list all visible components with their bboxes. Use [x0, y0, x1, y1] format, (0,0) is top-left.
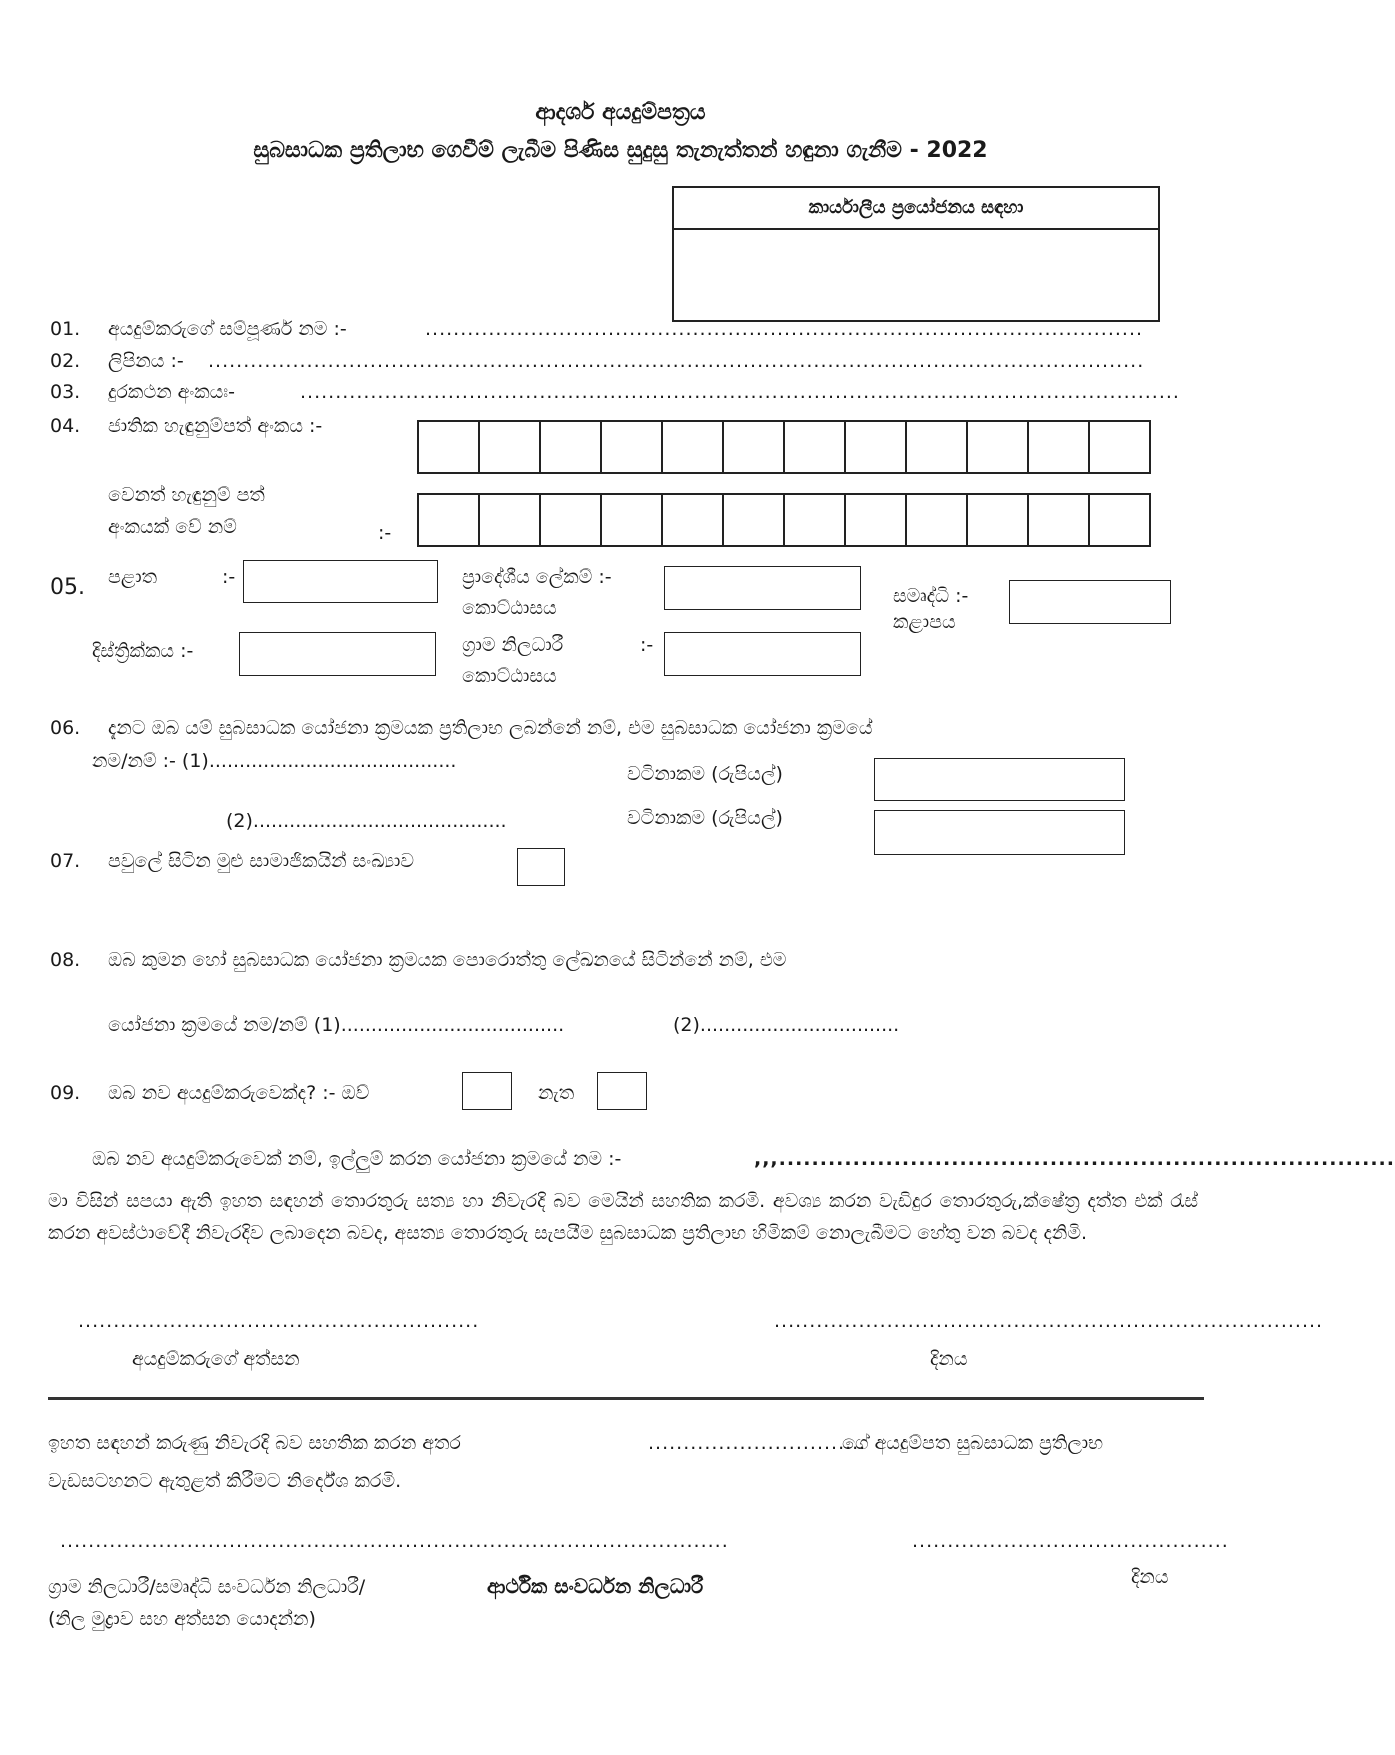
ds-division-label-1: ප්‍රාදේශීය ලේකම් :-	[462, 566, 612, 588]
nic-cell[interactable]	[602, 422, 663, 472]
cert-text-b: ගේ අයදුම්පත සුබසාධක ප්‍රතිලාභ	[842, 1432, 1104, 1454]
q09-followup-fill[interactable]: ,,,...........................................................................	[754, 1148, 1395, 1170]
other-id-cell[interactable]	[602, 495, 663, 545]
ds-division-field[interactable]	[664, 566, 861, 610]
q01-number: 01.	[50, 318, 81, 340]
other-id-cell[interactable]	[663, 495, 724, 545]
q07-label: පවුලේ සිටින මුළු සාමාජිකයින් සංඛ්‍යාව	[108, 850, 415, 872]
nic-cell[interactable]	[1090, 422, 1149, 472]
q06-value-field-1[interactable]	[874, 758, 1125, 801]
q06-value-label-2: වටිනාකම (රුපියල්)	[627, 807, 783, 829]
q09-yes-checkbox[interactable]	[462, 1072, 512, 1110]
form-subtitle: සුබසාධක ප්‍රතිලාභ ගෙවීම් ලැබීම පිණිස සුදුසු තැනැත්තන් හඳුනා ගැනීම - 2022	[253, 138, 988, 163]
applicant-signature-line[interactable]: .........................................................	[78, 1310, 480, 1332]
gn-division-label-2: කොට්ඨාසය	[462, 665, 557, 687]
q03-number: 03.	[50, 381, 81, 403]
q06-number: 06.	[50, 717, 81, 739]
q08-number: 08.	[50, 949, 81, 971]
other-id-cell[interactable]	[1090, 495, 1149, 545]
applicant-date-label: දිනය	[930, 1348, 968, 1370]
q05-number: 05.	[50, 575, 85, 600]
other-id-cell[interactable]	[846, 495, 907, 545]
officer-signature-line[interactable]: ...............................................................................................	[60, 1530, 729, 1552]
q07-number: 07.	[50, 850, 81, 872]
family-members-field[interactable]	[517, 848, 565, 886]
other-id-cells[interactable]	[417, 493, 1151, 547]
nic-cell[interactable]	[846, 422, 907, 472]
q02-number: 02.	[50, 350, 81, 372]
nic-cell[interactable]	[419, 422, 480, 472]
q09-label: ඔබ නව අයදුම්කරුවෙක්ද? :- ඔව්	[108, 1082, 370, 1104]
nic-cell[interactable]	[663, 422, 724, 472]
other-id-cell[interactable]	[907, 495, 968, 545]
nic-cell[interactable]	[785, 422, 846, 472]
gn-division-field[interactable]	[664, 632, 861, 676]
gn-division-label-1: ග්‍රාම නිලධාරී	[462, 634, 564, 656]
nic-cell[interactable]	[724, 422, 785, 472]
other-id-cell[interactable]	[480, 495, 541, 545]
nic-number-cells[interactable]	[417, 420, 1151, 474]
cert-text-a: ඉහත සඳහන් කරුණු නිවැරදි බව සහතික කරන අතර	[48, 1432, 461, 1454]
samurdhi-zone-field[interactable]	[1009, 580, 1171, 624]
declaration-text: මා විසින් සපයා ඇති ඉහත සඳහන් තොරතුරු සත්‍ය හා නිවැරදි බව මෙයින් සහතික කරමි. අවශ්‍ය කරන වැඩිදුර තොරතුරු,ක්ෂේත්‍ර දත්ත එක් රැස් කරන අවස්ථාවේදී නිවැරදිව ලබාදෙන බවද, අසත්‍ය තොරතුරු සැපයීම සුබසාධක ප්‍රතිලාභ හිමිකම් නොලැබීමට හේතු වන බවද දනිමි.	[48, 1190, 1198, 1244]
q09-no-label: නැත	[538, 1082, 575, 1104]
nic-cell[interactable]	[907, 422, 968, 472]
other-id-cell[interactable]	[419, 495, 480, 545]
gn-division-colon: :-	[640, 634, 654, 656]
officer-title: ග්‍රාම නිලධාරී/සමෘද්ධි සංවර්ධන නිලධාරී/	[48, 1576, 366, 1598]
nic-cell[interactable]	[541, 422, 602, 472]
other-id-cell[interactable]	[968, 495, 1029, 545]
district-field[interactable]	[239, 632, 436, 676]
q02-label: ලිපිනය :-	[108, 350, 184, 372]
province-colon: :-	[222, 566, 236, 588]
q06-text: දැනට ඔබ යම් සුබසාධක යෝජනා ක්‍රමයක ප්‍රතිලාභ ලබන්නේ නම්, එම සුබසාධක යෝජනා ක්‍රමයේ	[108, 717, 873, 739]
nic-cell[interactable]	[968, 422, 1029, 472]
samurdhi-zone-label-2: කළාපය	[893, 611, 956, 633]
q08-scheme-2[interactable]: (2).................................	[673, 1014, 900, 1036]
other-id-cell[interactable]	[1029, 495, 1090, 545]
other-id-cell[interactable]	[541, 495, 602, 545]
section-divider	[48, 1397, 1204, 1400]
applicant-date-line[interactable]: ..............................................................................	[774, 1310, 1324, 1332]
province-label: පළාත	[108, 566, 158, 588]
applicant-signature-label: අයදුම්කරුගේ අත්සන	[132, 1348, 300, 1370]
province-field[interactable]	[243, 560, 438, 603]
nic-cell[interactable]	[480, 422, 541, 472]
q01-fill-line[interactable]: ......................................................................................................	[425, 318, 1144, 340]
q04-label: ජාතික හැඳුනුම්පත් අංකය :-	[108, 415, 323, 437]
other-id-cell[interactable]	[724, 495, 785, 545]
nic-cell[interactable]	[1029, 422, 1090, 472]
q06-scheme-1[interactable]: නම/නම් :- (1).........................................	[92, 750, 457, 772]
cert-applicant-blank[interactable]: ...............................	[648, 1432, 867, 1454]
q08-scheme-1[interactable]: යෝජනා ක්‍රමයේ නම/නම් (1).....................................	[108, 1014, 565, 1036]
q09-followup-label: ඔබ නව අයදුම්කරුවෙක් නම්, ඉල්ලුම් කරන යෝජනා ක්‍රමයේ නම :-	[92, 1148, 622, 1170]
seal-note: (නිල මුද්‍රාව සහ අත්සන යොදන්න)	[48, 1608, 316, 1630]
form-title: ආදර්ශ අයදුම්පත්‍රය	[535, 100, 706, 125]
q03-fill-line[interactable]: .............................................................................................................................	[300, 381, 1180, 403]
q08-text: ඔබ කුමන හෝ සුබසාධක යෝජනා ක්‍රමයක පොරොත්තු ලේඛනයේ සිටින්නේ නම්, එම	[108, 949, 787, 971]
cert-text-line2: වැඩසටහනට ඇතුළත් කිරීමට නිර්දේශ කරමි.	[48, 1470, 402, 1492]
other-id-label-2: අංකයක් වේ නම්	[108, 516, 237, 538]
other-id-colon: :-	[378, 522, 392, 544]
samurdhi-zone-label-1: සමෘද්ධි :-	[893, 585, 969, 607]
officer-title-bold: ආර්ථික සංවර්ධන නිලධාරී	[487, 1574, 704, 1598]
district-label: දිස්ත්‍රික්කය :-	[92, 640, 194, 662]
q06-value-field-2[interactable]	[874, 810, 1125, 855]
q06-value-label-1: වටිනාකම (රුපියල්)	[627, 763, 783, 785]
other-id-cell[interactable]	[785, 495, 846, 545]
q02-fill-line[interactable]: .....................................................................................................................................	[208, 350, 1145, 372]
ds-division-label-2: කොට්ඨාසය	[462, 597, 557, 619]
office-use-header: කාර්යාලීය ප්‍රයෝජනය සඳහා	[674, 188, 1158, 230]
officer-date-line[interactable]: .............................................	[912, 1530, 1229, 1552]
q04-number: 04.	[50, 415, 81, 437]
officer-date-label: දිනය	[1131, 1566, 1169, 1588]
q06-scheme-2[interactable]: (2)..........................................	[226, 810, 507, 832]
office-use-box	[672, 186, 1160, 322]
q03-label: දුරකථන අංකයඃ-	[108, 381, 235, 403]
q01-label: අයදුම්කරුගේ සම්පූර්ණ නම :-	[108, 318, 347, 340]
other-id-label-1: වෙනත් හැඳුනුම් පත්	[108, 484, 265, 506]
q09-no-checkbox[interactable]	[597, 1072, 647, 1110]
q09-number: 09.	[50, 1082, 81, 1104]
